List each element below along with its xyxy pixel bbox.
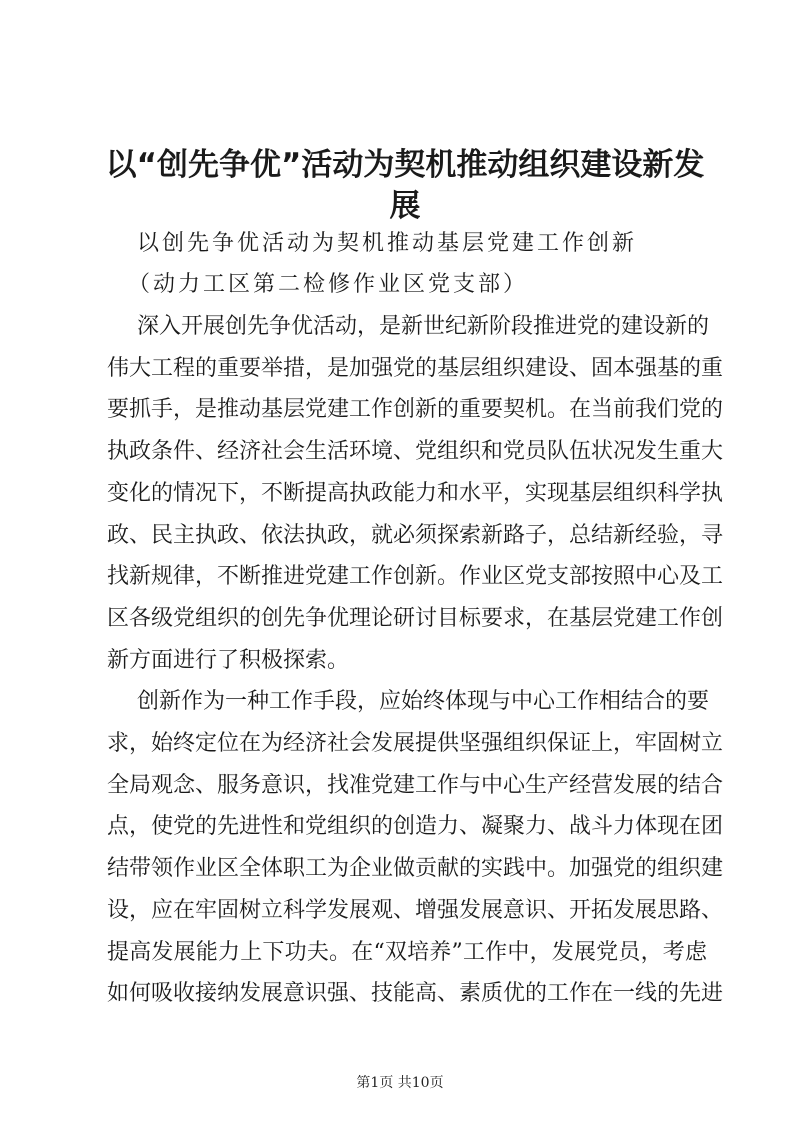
paragraph-line: 求，始终定位在为经济社会发展提供坚强组织保证上，牢固树立 xyxy=(107,731,724,756)
paragraph-line: 结带领作业区全体职工为企业做贡献的实践中。加强党的组织建 xyxy=(107,856,724,881)
subtitle: 以创先争优活动为契机推动基层党建工作创新 xyxy=(137,231,638,256)
document-title-line-1: 以“创先争优”活动为契机推动组织建设新发 xyxy=(105,147,705,183)
paragraph-line: 设，应在牢固树立科学发展观、增强发展意识、开拓发展思路、 xyxy=(107,898,724,923)
paragraph-line: 变化的情况下，不断提高执政能力和水平，实现基层组织科学执 xyxy=(107,481,724,506)
paragraph-line: 找新规律，不断推进党建工作创新。作业区党支部按照中心及工 xyxy=(107,564,724,589)
paragraph-line: 要抓手，是推动基层党建工作创新的重要契机。在当前我们党的 xyxy=(107,397,724,422)
paragraph-line: 点，使党的先进性和党组织的创造力、凝聚力、战斗力体现在团 xyxy=(107,814,724,839)
page-footer: 第1页 共10页 xyxy=(356,1075,444,1091)
paragraph-line: 伟大工程的重要举措，是加强党的基层组织建设、固本强基的重 xyxy=(107,356,724,381)
paragraph-line: 提高发展能力上下功夫。在“双培养”工作中，发展党员，考虑 xyxy=(107,940,707,965)
document-title-line-2: 展 xyxy=(389,188,421,224)
paragraph-line: 区各级党组织的创先争优理论研讨目标要求，在基层党建工作创 xyxy=(107,606,724,631)
paragraph-line: 新方面进行了积极探索。 xyxy=(107,648,350,673)
paragraph-line: 如何吸收接纳发展意识强、技能高、素质优的工作在一线的先进 xyxy=(107,981,724,1006)
paragraph-line: 政、民主执政、依法执政，就必须探索新路子，总结新经验，寻 xyxy=(107,523,724,548)
paragraph-line: 全局观念、服务意识，找准党建工作与中心生产经营发展的结合 xyxy=(107,773,724,798)
paragraph-line: 深入开展创先争优活动，是新世纪新阶段推进党的建设新的 xyxy=(137,314,710,339)
paragraph-line: 创新作为一种工作手段，应始终体现与中心工作相结合的要 xyxy=(137,689,710,714)
paragraph-line: 执政条件、经济社会生活环境、党组织和党员队伍状况发生重大 xyxy=(107,439,724,464)
organization: （动力工区第二检修作业区党支部） xyxy=(128,272,529,297)
